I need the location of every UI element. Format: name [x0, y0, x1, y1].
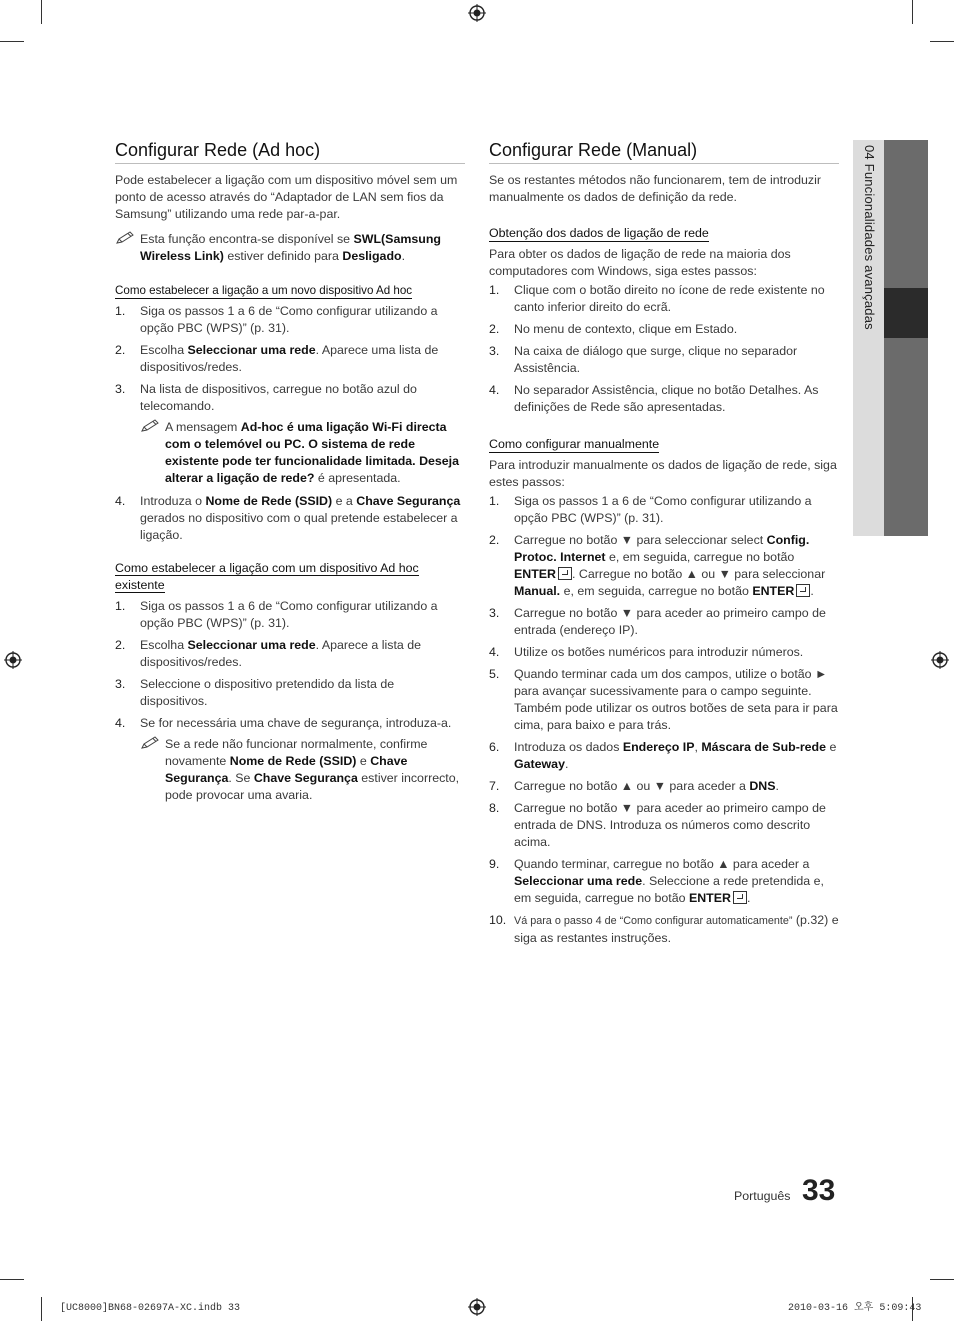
- step-text: Introduza os dados: [514, 740, 623, 754]
- steps-list-manual-config: [489, 493, 839, 947]
- pencil-note-icon: [140, 736, 160, 750]
- step-bold: Config. Protoc. Internet: [514, 533, 810, 564]
- list-item: [115, 598, 465, 632]
- note-text: Se a rede não funcionar normalmente, confirme novamente: [165, 737, 428, 768]
- step-bold: Chave Segurança: [356, 494, 461, 508]
- step-number: 4.: [489, 645, 500, 659]
- step-text: No separador Assistência, clique no botão Detalhes. As definições de Rede são apresentadas.: [514, 383, 819, 414]
- list-item: [489, 644, 839, 661]
- list-item: [115, 381, 465, 487]
- manual-intro: Se os restantes métodos não funcionarem, tem de introduzir manualmente os dados de definição da rede.: [489, 173, 821, 204]
- step-bold: Manual.: [514, 584, 561, 598]
- adhoc-intro: Pode estabelecer a ligação com um dispositivo móvel sem um ponto de acesso através do “Adaptador de LAN sem fios da Samsung” utilizando uma rede par-a-par.: [115, 173, 458, 221]
- note-bold: Desligado: [342, 249, 402, 263]
- step-text: Carregue no botão ▼ para aceder ao primeiro campo de entrada (endereço IP).: [514, 606, 826, 637]
- step-bold: Máscara de Sub-rede: [701, 740, 827, 754]
- step-text: .: [564, 757, 569, 771]
- step-text: Introduza o: [140, 494, 206, 508]
- manual-config-intro: Para introduzir manualmente os dados de ligação de rede, siga estes passos:: [489, 458, 837, 489]
- enter-button-label: ENTER: [688, 891, 731, 905]
- note-bold: Chave Segurança: [253, 771, 358, 785]
- left-column: [115, 138, 465, 810]
- note-bold: SWL(Samsung Wireless Link): [140, 232, 441, 263]
- step-text: . Aparece uma lista de dispositivos/redes.: [140, 343, 439, 374]
- list-item: [489, 493, 839, 527]
- step-text: Utilize os botões numéricos para introduzir números.: [514, 645, 804, 659]
- enter-icon: [733, 891, 747, 904]
- list-item: [489, 856, 839, 907]
- step-text: .: [810, 584, 814, 598]
- enter-button-label: ENTER: [514, 567, 556, 581]
- subsection-title-text: Como estabelecer a ligação com um dispositivo Ad hoc existente: [115, 561, 419, 592]
- step-text: Vá para o passo 4 de “Como configurar automaticamente”: [514, 915, 793, 927]
- step-text: Siga os passos 1 a 6 de “Como configurar utilizando a opção PBC (WPS)” (p. 31).: [514, 494, 812, 525]
- step-text: e a: [332, 494, 357, 508]
- step-text: ,: [694, 740, 702, 754]
- section-title-manual: Configurar Rede (Manual): [489, 138, 839, 164]
- list-item: [115, 303, 465, 337]
- list-item: [115, 637, 465, 671]
- list-item: [489, 382, 839, 416]
- step-number: 2.: [115, 343, 126, 357]
- step-text: Siga os passos 1 a 6 de “Como configurar utilizando a opção PBC (WPS)” (p. 31).: [140, 304, 438, 335]
- enter-icon: [558, 567, 572, 580]
- note-text: . Se: [228, 771, 254, 785]
- note-text: e: [356, 754, 371, 768]
- note: [140, 736, 465, 804]
- enter-icon: [796, 584, 810, 597]
- crop-mark: [41, 0, 42, 24]
- subsection-title-existing-adhoc: [115, 560, 465, 594]
- step-text: Escolha: [140, 638, 188, 652]
- crop-mark: [0, 1279, 24, 1280]
- note-bold: Chave Segurança: [165, 754, 408, 785]
- step-text: Quando terminar, carregue no botão ▲ para aceder a: [514, 857, 810, 871]
- list-item: [489, 321, 839, 338]
- step-text: .: [746, 891, 751, 905]
- steps-list-new-adhoc: [115, 303, 465, 544]
- step-bold: Endereço IP: [622, 740, 695, 754]
- step-text: Na caixa de diálogo que surge, clique no separador Assistência.: [514, 344, 798, 375]
- list-item: [489, 282, 839, 316]
- step-number: 1.: [115, 304, 126, 318]
- step-text: Siga os passos 1 a 6 de “Como configurar utilizando a opção PBC (WPS)” (p. 31).: [140, 599, 438, 630]
- step-number: 7.: [489, 779, 500, 793]
- note-text: é apresentada.: [314, 471, 401, 485]
- step-bold: Seleccionar uma rede: [187, 638, 316, 652]
- page-number: 33: [802, 1174, 836, 1207]
- step-number: 3.: [115, 382, 126, 396]
- step-number: 4.: [489, 383, 500, 397]
- crop-mark: [930, 1279, 954, 1280]
- list-item: [489, 800, 839, 851]
- note: [140, 419, 465, 487]
- step-bold: DNS: [749, 779, 776, 793]
- step-number: 2.: [489, 322, 500, 336]
- step-text: e, em seguida, carregue no botão: [560, 584, 753, 598]
- step-text: Escolha: [140, 343, 188, 357]
- list-item: [489, 605, 839, 639]
- crop-mark: [930, 41, 954, 42]
- step-text: (p.32) e siga as restantes instruções.: [514, 913, 839, 945]
- step-text: Quando terminar cada um dos campos, utilize o botão ► para avançar sucessivamente para o campo seguinte. Também pode utilizar os outros botões de seta para ir para cima, para baixo e para trás.: [514, 667, 838, 732]
- note-text: Esta função encontra-se disponível se: [140, 232, 354, 246]
- step-bold: Seleccionar uma rede: [514, 874, 643, 888]
- step-text: Na lista de dispositivos, carregue no botão azul do telecomando.: [140, 382, 417, 413]
- chapter-tab-dark-band: [884, 140, 928, 536]
- registration-mark-icon: [931, 651, 949, 669]
- step-number: 3.: [489, 344, 500, 358]
- step-number: 5.: [489, 667, 500, 681]
- list-item: [115, 715, 465, 804]
- step-bold: Gateway: [514, 757, 565, 771]
- print-slug-right: 2010-03-16 오후 5:09:43: [788, 1303, 922, 1314]
- note-text: A mensagem: [165, 420, 241, 434]
- list-item: [115, 342, 465, 376]
- subsection-title-new-adhoc: Como estabelecer a ligação a um novo dispositivo Ad hoc: [115, 284, 413, 297]
- step-text: e, em seguida, carregue no botão: [605, 550, 795, 564]
- crop-mark: [0, 41, 24, 42]
- list-item: [489, 778, 839, 795]
- step-number: 3.: [489, 606, 500, 620]
- note-bold: Ad-hoc é uma ligação Wi-Fi directa com o telemóvel ou PC. O sistema de rede existente pode ter funcionalidade limitada. Deseja alterar a ligação de rede?: [165, 420, 460, 485]
- registration-mark-icon: [468, 1298, 486, 1316]
- step-text: . Aparece a lista de dispositivos/redes.: [140, 638, 422, 669]
- crop-mark: [912, 0, 913, 24]
- crop-mark: [41, 1297, 42, 1321]
- step-number: 4.: [115, 494, 126, 508]
- note: [115, 231, 465, 265]
- step-number: 4.: [115, 716, 126, 730]
- print-slug-left: [UC8000]BN68-02697A-XC.indb 33: [60, 1303, 241, 1314]
- note-bold: Nome de Rede (SSID): [229, 754, 357, 768]
- list-item: [489, 343, 839, 377]
- subsection-title-manual-config: Como configurar manualmente: [489, 437, 660, 451]
- step-text: Carregue no botão ▲ ou ▼ para aceder a: [514, 779, 750, 793]
- step-number: 2.: [489, 533, 500, 547]
- step-number: 1.: [489, 283, 500, 297]
- note-text: estiver definido para: [223, 249, 343, 263]
- pencil-note-icon: [115, 231, 135, 245]
- step-text: .: [775, 779, 779, 793]
- note-text: .: [401, 249, 406, 263]
- list-item: [489, 666, 839, 734]
- step-number: 9.: [489, 857, 500, 871]
- step-text: Seleccione o dispositivo pretendido da lista de dispositivos.: [140, 677, 395, 708]
- list-item: [489, 912, 839, 947]
- step-text: Clique com o botão direito no ícone de rede existente no canto inferior direito do ecrã.: [514, 283, 825, 314]
- step-number: 6.: [489, 740, 500, 754]
- footer-language: Português: [734, 1189, 791, 1203]
- step-text: e: [826, 740, 837, 754]
- step-bold: Seleccionar uma rede: [187, 343, 316, 357]
- step-number: 8.: [489, 801, 500, 815]
- step-text: . Carregue no botão ▲ ou ▼ para seleccionar: [572, 567, 826, 581]
- step-text: . Seleccione a rede pretendida e, em seguida, carregue no botão: [514, 874, 824, 905]
- registration-mark-icon: [4, 651, 22, 669]
- step-text: No menu de contexto, clique em Estado.: [514, 322, 738, 336]
- list-item: [489, 739, 839, 773]
- subsection-title-get-data: Obtenção dos dados de ligação de rede: [489, 226, 709, 240]
- steps-list-existing-adhoc: [115, 598, 465, 804]
- section-title-adhoc: Configurar Rede (Ad hoc): [115, 138, 465, 164]
- registration-mark-icon: [468, 4, 486, 22]
- step-bold: Nome de Rede (SSID): [205, 494, 333, 508]
- chapter-title: 04 Funcionalidades avançadas: [862, 145, 877, 330]
- step-number: 1.: [489, 494, 500, 508]
- step-text: Carregue no botão ▼ para seleccionar select: [514, 533, 767, 547]
- enter-button-label: ENTER: [752, 584, 795, 598]
- step-text: Se for necessária uma chave de segurança, introduza-a.: [140, 716, 452, 730]
- step-number: 2.: [115, 638, 126, 652]
- note-text: estiver incorrecto, pode provocar uma avaria.: [165, 771, 460, 802]
- list-item: [115, 493, 465, 544]
- chapter-tab-marker: [884, 288, 928, 338]
- list-item: [489, 532, 839, 600]
- steps-list-get-data: [489, 282, 839, 416]
- step-number: 3.: [115, 677, 126, 691]
- step-text: gerados no dispositivo com o qual pretende estabelecer a ligação.: [140, 511, 458, 542]
- pencil-note-icon: [140, 419, 160, 433]
- list-item: [115, 676, 465, 710]
- step-number: 1.: [115, 599, 126, 613]
- step-text: Carregue no botão ▼ para aceder ao primeiro campo de entrada de DNS. Introduza os números como descrito acima.: [514, 801, 826, 849]
- step-number: 10.: [489, 913, 507, 927]
- right-column: [489, 138, 839, 952]
- get-data-intro: Para obter os dados de ligação de rede na maioria dos computadores com Windows, siga estes passos:: [489, 247, 791, 278]
